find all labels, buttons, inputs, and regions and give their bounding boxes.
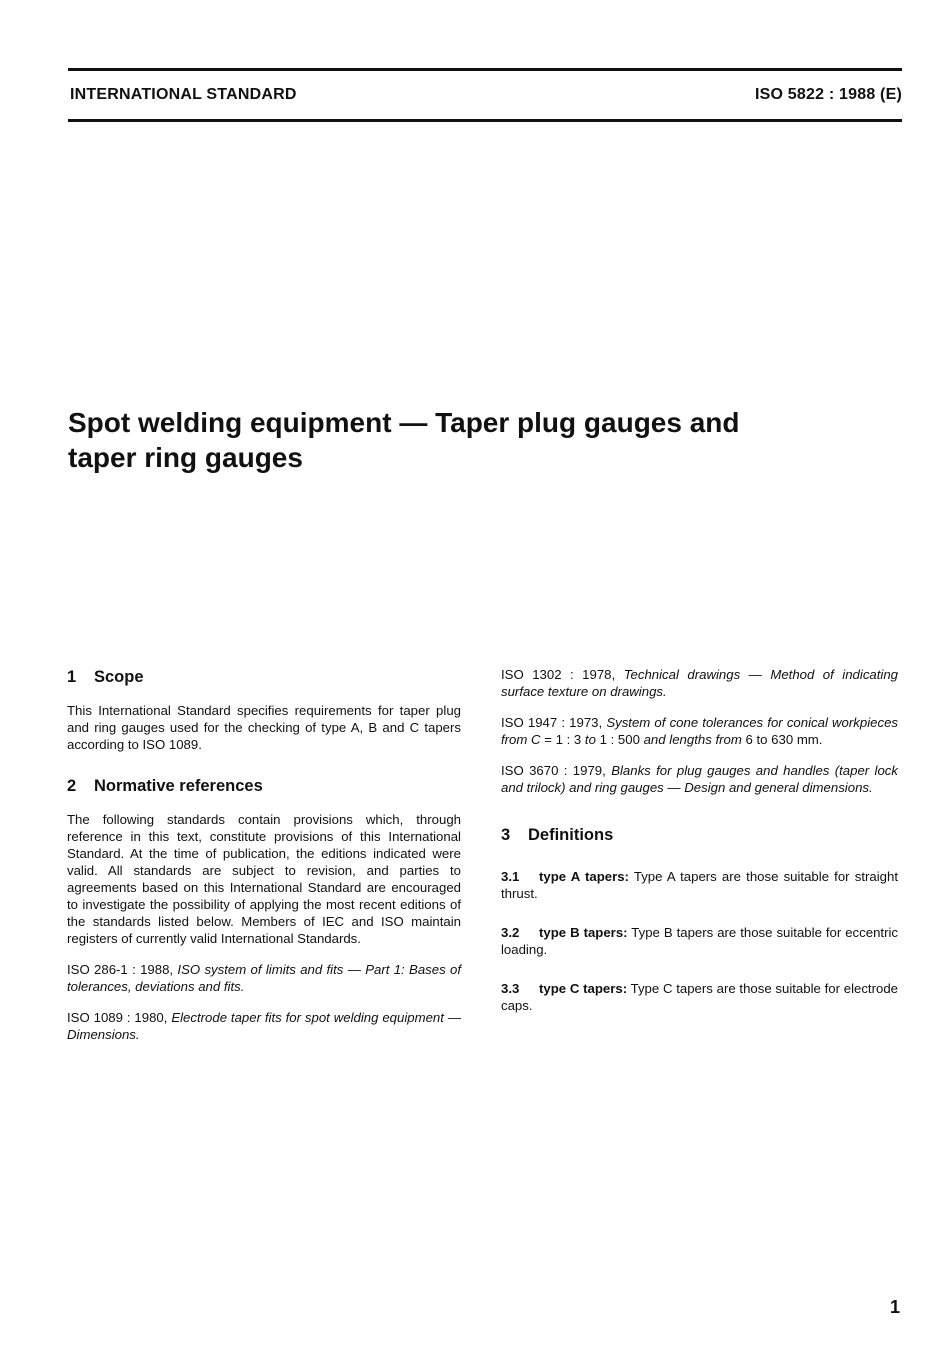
title-line-2: taper ring gauges [68,442,303,473]
section-heading-definitions [501,824,898,846]
section-heading-scope [67,666,461,688]
header-top-rule [68,68,902,71]
document-type-label: INTERNATIONAL STANDARD [70,86,297,103]
section-title: Scope [94,668,144,686]
title-line-1: Spot welding equipment — Taper plug gauges and [68,407,740,438]
section-number: 3 [501,826,511,844]
section-title: Normative references [94,777,263,795]
page-number: 1 [889,1297,900,1317]
reference-item: ISO 286-1 : 1988, ISO system of limits and fits — Part 1: Bases of tolerances, deviations and fits. [67,962,461,994]
document-title [68,405,848,475]
left-column [67,666,461,1043]
definition-item: 3.3 type C tapers: Type C tapers are those suitable for electrode caps. [501,981,898,1013]
definition-item: 3.2 type B tapers: Type B tapers are those suitable for eccentric loading. [501,925,898,957]
section-title: Definitions [528,826,614,844]
section-number: 2 [67,777,77,795]
right-column [501,666,898,1014]
reference-item: ISO 1089 : 1980, Electrode taper fits for spot welding equipment — Dimensions. [67,1010,462,1042]
normative-intro-paragraph: The following standards contain provisions which, through reference in this text, constitute provisions of this International Standard. At the time of publication, the editions indicated were valid. All standards are subject to revision, and parties to agreements based on this International Standard are encouraged to investigate the possibility of applying the most recent editions of the standards listed below. Members of IEC and ISO maintain registers of currently valid International Standards. [67,812,461,946]
section-number: 1 [67,668,77,686]
definition-item: 3.1 type A tapers: Type A tapers are those suitable for straight thrust. [501,869,898,901]
reference-item: ISO 3670 : 1979, Blanks for plug gauges and handles (taper lock and trilock) and ring gauges — Design and general dimensions. [501,763,898,795]
scope-paragraph: This International Standard specifies requirements for taper plug and ring gauges used for the checking of type A, B and C tapers according to ISO 1089. [67,703,461,752]
reference-item: ISO 1302 : 1978, Technical drawings — Method of indicating surface texture on drawings. [501,667,899,699]
header-bottom-rule [68,119,902,122]
standard-number: ISO 5822 : 1988 (E) [755,86,902,103]
reference-item: ISO 1947 : 1973, System of cone tolerances for conical workpieces from C = 1 : 3 to 1 : 500 and lengths from 6 to 630 mm. [501,715,898,747]
section-heading-normative-references [67,775,461,797]
